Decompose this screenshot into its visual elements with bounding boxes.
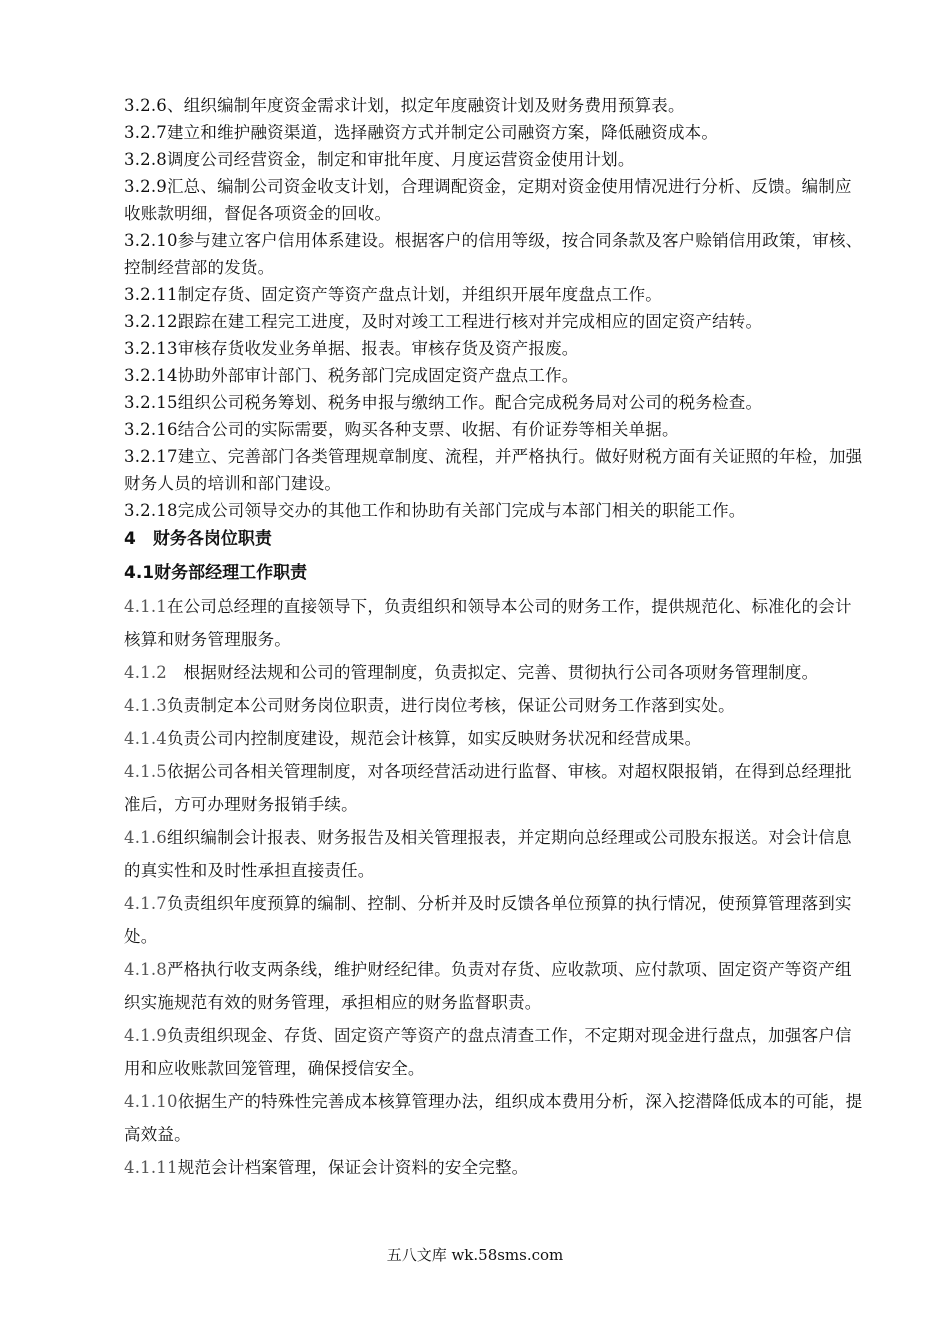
page-footer: 五八文库 wk.58sms.com [386,1246,564,1264]
list-item: 3.2.17建立、完善部门各类管理规章制度、流程，并严格执行。做好财税方面有关证照的年检，加强财务人员的培训和部门建设。 [124,447,863,493]
list-item: 4.1.8严格执行收支两条线，维护财经纪律。负责对存货、应收款项、应付款项、固定资产等资产组织实施规范有效的财务管理，承担相应的财务监督职责。 [124,960,852,1012]
list-item: 3.2.13审核存货收发业务单据、报表。审核存货及资产报废。 [124,339,579,358]
list-item: 3.2.7建立和维护融资渠道，选择融资方式并制定公司融资方案，降低融资成本。 [124,123,719,142]
list-item: 3.2.6、组织编制年度资金需求计划，拟定年度融资计划及财务费用预算表。 [124,96,685,115]
section-heading: 4 财务各岗位职责 [124,529,272,549]
section-4-list [124,590,864,1184]
list-item: 4.1.5依据公司各相关管理制度，对各项经营活动进行监督、审核。对超权限报销，在得到总经理批准后，方可办理财务报销手续。 [124,762,852,814]
list-item: 3.2.10参与建立客户信用体系建设。根据客户的信用等级，按合同条款及客户赊销信用政策，审核、控制经营部的发货。 [124,231,863,277]
list-item: 3.2.15组织公司税务筹划、税务申报与缴纳工作。配合完成税务局对公司的税务检查。 [124,393,763,412]
list-item: 4.1.1在公司总经理的直接领导下，负责组织和领导本公司的财务工作，提供规范化、标准化的会计核算和财务管理服务。 [124,597,852,649]
list-item: 4.1.6组织编制会计报表、财务报告及相关管理报表，并定期向总经理或公司股东报送。对会计信息的真实性和及时性承担直接责任。 [124,828,852,880]
list-item: 4.1.4负责公司内控制度建设，规范会计核算，如实反映财务状况和经营成果。 [124,729,702,748]
list-item: 3.2.11制定存货、固定资产等资产盘点计划，并组织开展年度盘点工作。 [124,285,662,304]
document-body [124,92,864,1184]
list-item: 3.2.18完成公司领导交办的其他工作和协助有关部门完成与本部门相关的职能工作。 [124,501,746,520]
list-item: 3.2.9汇总、编制公司资金收支计划，合理调配资金，定期对资金使用情况进行分析、反馈。编制应收账款明细，督促各项资金的回收。 [124,177,852,223]
list-item: 4.1.10依据生产的特殊性完善成本核算管理办法，组织成本费用分析，深入挖潜降低成本的可能，提高效益。 [124,1092,863,1144]
list-item: 3.2.12跟踪在建工程完工进度，及时对竣工工程进行核对并完成相应的固定资产结转。 [124,312,763,331]
list-item: 3.2.14协助外部审计部门、税务部门完成固定资产盘点工作。 [124,366,579,385]
list-item: 3.2.16结合公司的实际需要，购买各种支票、收据、有价证券等相关单据。 [124,420,679,439]
list-item: 4.1.3负责制定本公司财务岗位职责，进行岗位考核，保证公司财务工作落到实处。 [124,696,735,715]
list-item: 4.1.7负责组织年度预算的编制、控制、分析并及时反馈各单位预算的执行情况，使预算管理落到实处。 [124,894,852,946]
list-item: 4.1.11规范会计档案管理，保证会计资料的安全完整。 [124,1158,529,1177]
subsection-heading: 4.1财务部经理工作职责 [124,563,308,583]
list-item: 4.1.9负责组织现金、存货、固定资产等资产的盘点清查工作，不定期对现金进行盘点，加强客户信用和应收账款回笼管理，确保授信安全。 [124,1026,852,1078]
section-3-list [124,92,864,524]
list-item: 4.1.2 根据财经法规和公司的管理制度，负责拟定、完善、贯彻执行公司各项财务管理制度。 [124,663,819,682]
list-item: 3.2.8调度公司经营资金，制定和审批年度、月度运营资金使用计划。 [124,150,635,169]
